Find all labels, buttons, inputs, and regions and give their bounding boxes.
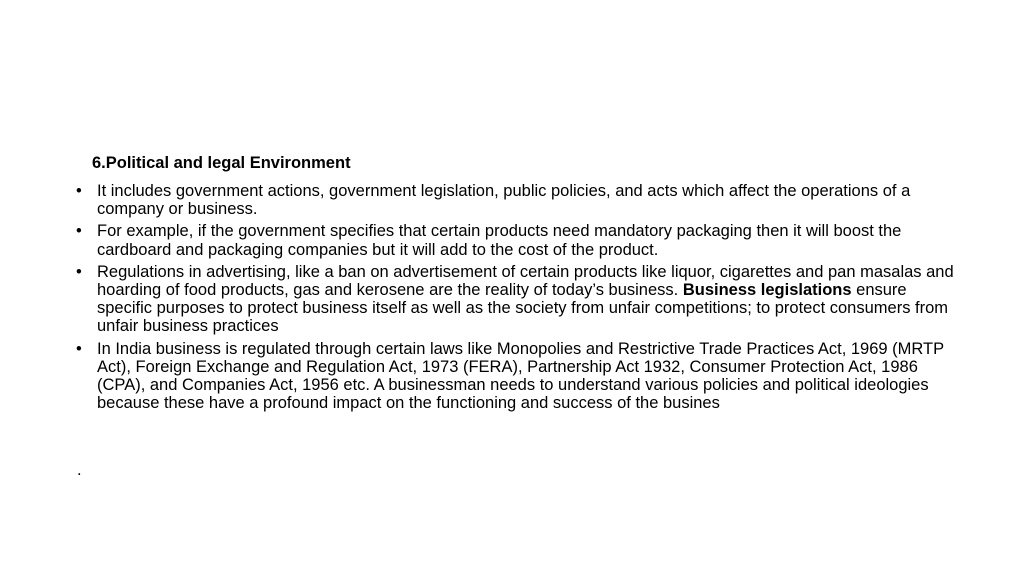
trailing-mark: . — [77, 461, 82, 479]
bullet-text-part: ensure specific purposes to protect business itself as well as the society from unfair competitions; to protect consumers from unfair business practices — [97, 281, 949, 336]
slide-heading: 6.Political and legal Environment — [92, 154, 351, 172]
bullet-item — [76, 263, 956, 336]
bullet-text: In India business is regulated through certain laws like Monopolies and Restrictive Trade Practices Act, 1969 (MRTP Act), Foreign Exchange and Regulation Act, 1973 (FERA), Partnership Act 1932, Consumer Protection Act, 1986 (CPA), and Companies Act, 1956 etc. A businessman needs to understand various policies and political ideologies because these have a profound impact on the functioning and success of the busines — [97, 339, 944, 413]
bold-term: Business legislations — [682, 281, 852, 300]
bullet-text-part: Regulations in advertising, like a ban on advertisement of certain products like liquor, cigarettes and pan masalas and hoarding of food products, gas and kerosene are the reality of today’s business. — [97, 262, 954, 300]
bullet-icon: • — [76, 222, 82, 241]
bullet-icon: • — [76, 339, 82, 358]
bullet-text: For example, if the government specifies that certain products need mandatory packaging then it will boost the cardboard and packaging companies but it will add to the cost of the product. — [97, 222, 902, 259]
bullet-item — [76, 340, 956, 413]
bullet-text — [97, 263, 954, 336]
bullet-text: It includes government actions, government legislation, public policies, and acts which affect the operations of a company or business. — [97, 182, 911, 219]
bullet-item — [76, 222, 956, 258]
bullet-item — [76, 182, 956, 218]
bullet-icon: • — [76, 182, 82, 200]
bullet-list — [76, 182, 956, 416]
bullet-icon: • — [76, 262, 82, 281]
